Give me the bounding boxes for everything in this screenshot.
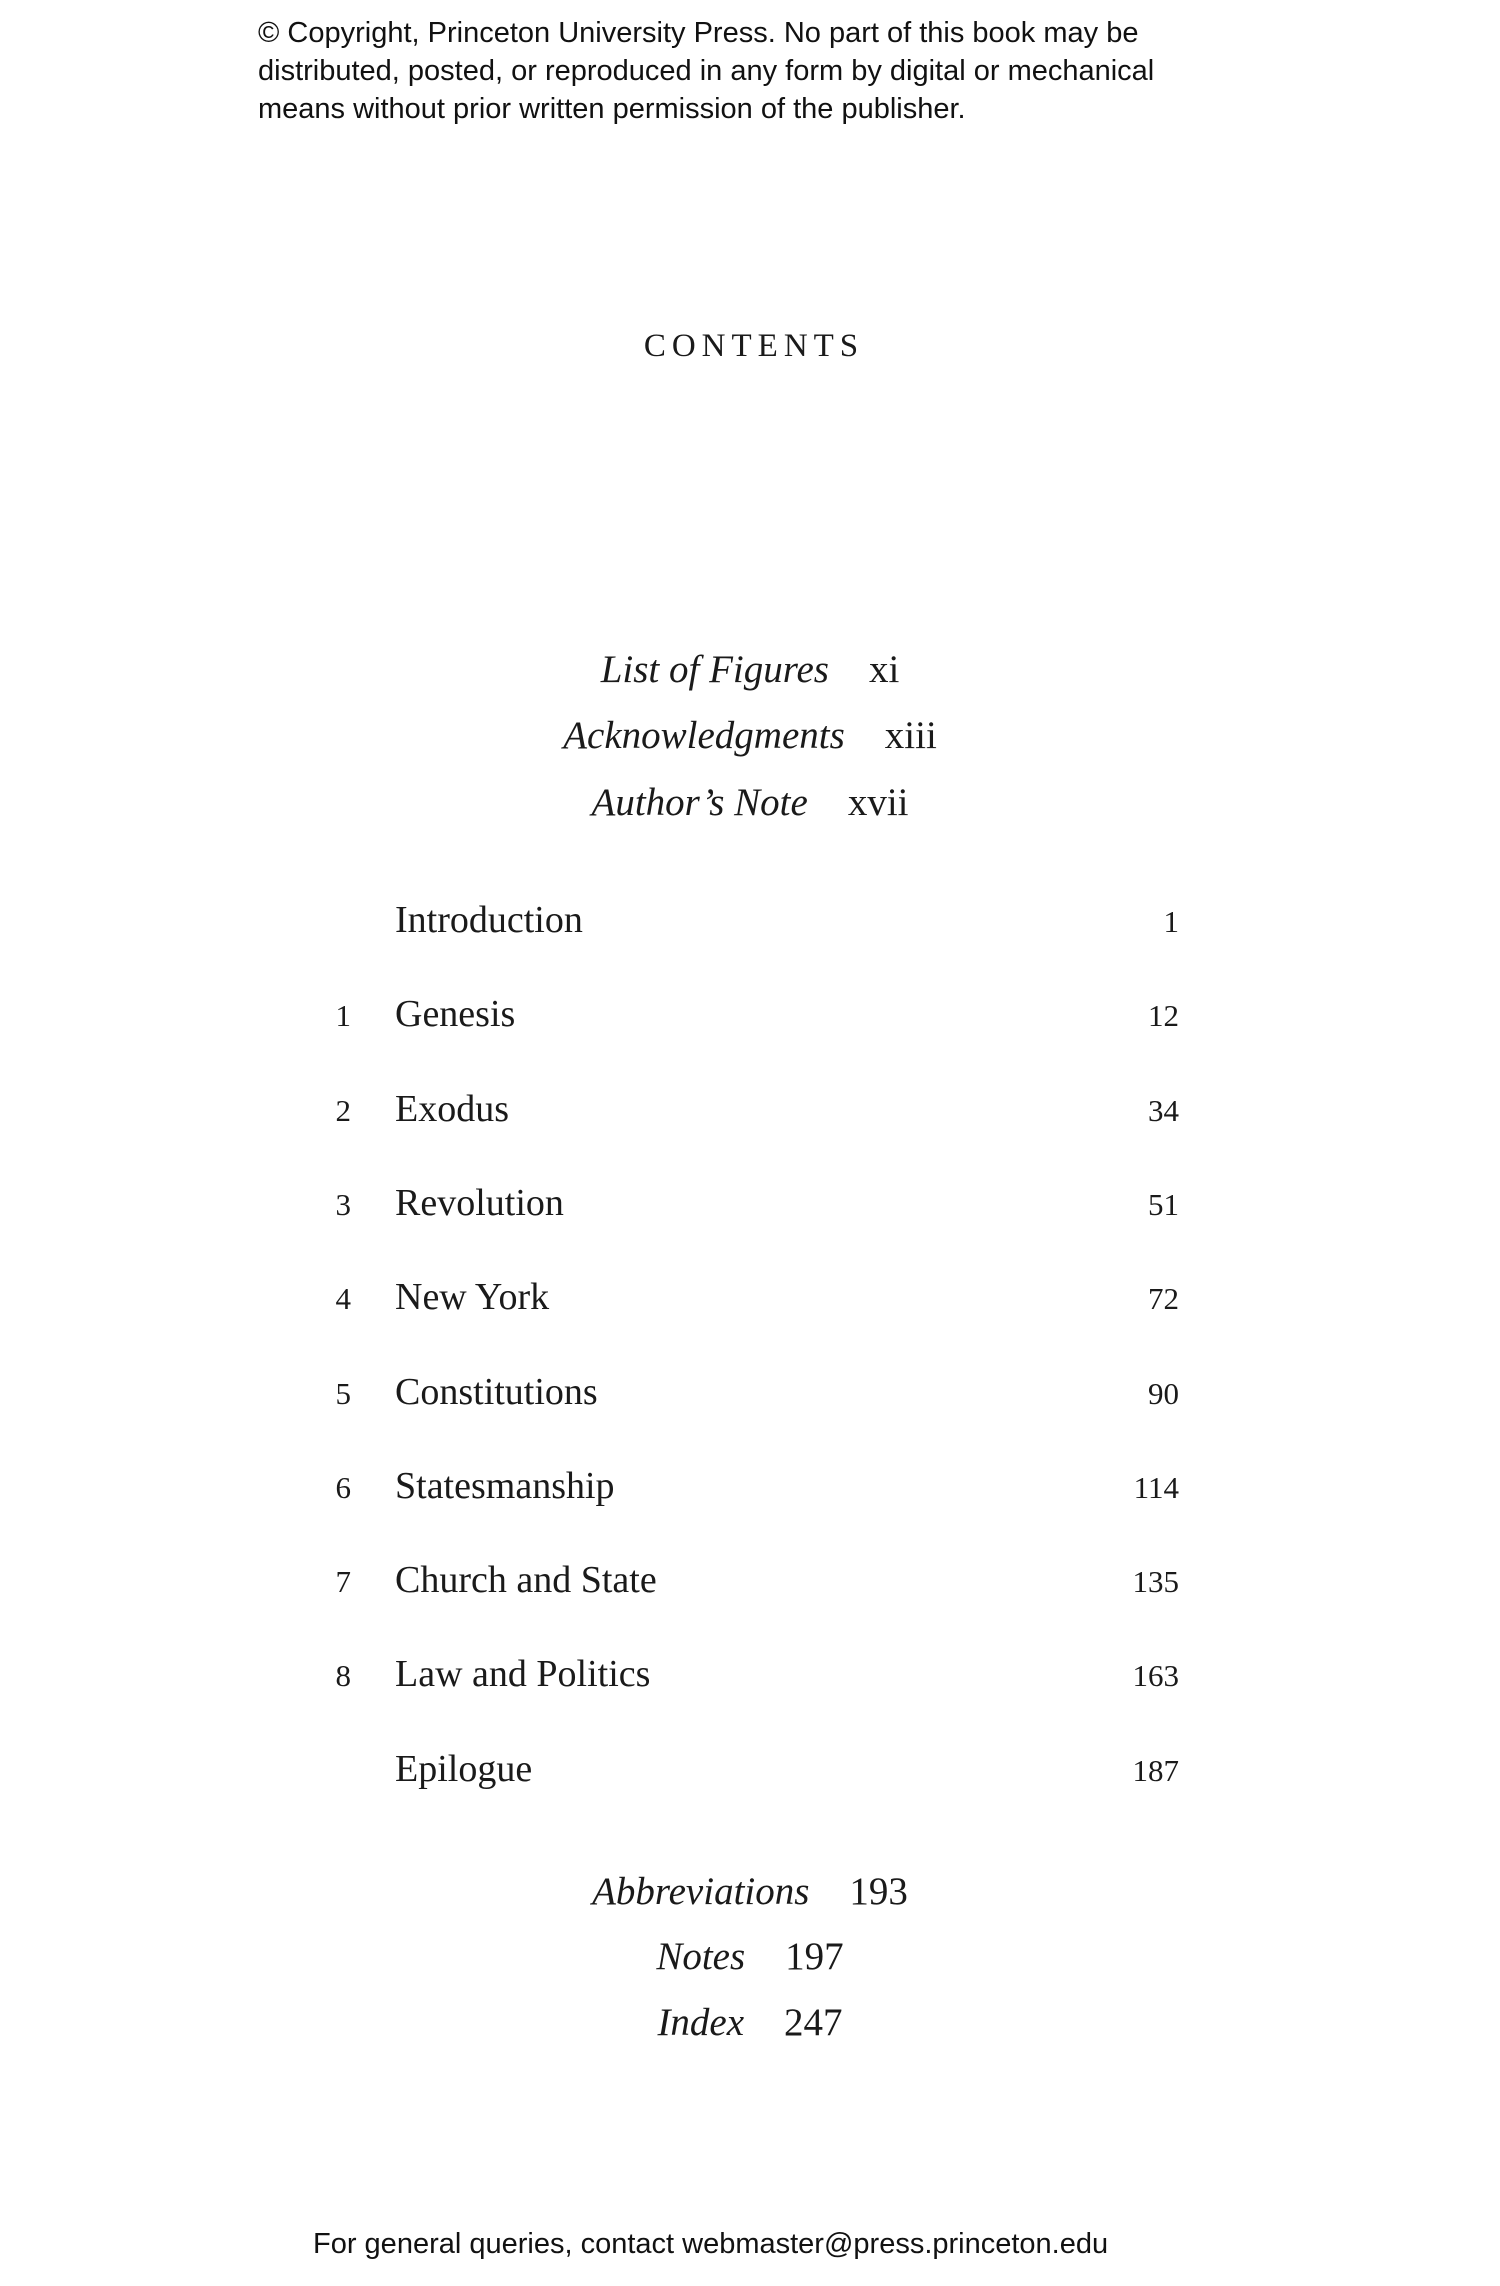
- chapter-title: Law and Politics: [395, 1653, 651, 1696]
- toc-front-item[interactable]: [0, 713, 1500, 758]
- chapter-page: 90: [1148, 1375, 1179, 1411]
- chapter-page: 72: [1148, 1281, 1179, 1317]
- toc-chapter-row[interactable]: [0, 1652, 1500, 1702]
- toc-chapter-row[interactable]: [0, 992, 1500, 1042]
- toc-label: Index: [657, 2001, 745, 2044]
- chapter-page: 163: [1132, 1658, 1179, 1694]
- toc-page: xi: [868, 648, 900, 691]
- chapter-page: 187: [1132, 1752, 1179, 1788]
- toc-label: List of Figures: [600, 648, 829, 691]
- chapter-number: 4: [335, 1281, 351, 1317]
- toc-chapter-row[interactable]: [0, 1087, 1500, 1137]
- chapter-title: New York: [395, 1276, 550, 1319]
- chapter-page: 135: [1132, 1564, 1179, 1600]
- chapter-title: Epilogue: [395, 1747, 533, 1790]
- chapter-number: 3: [335, 1186, 351, 1222]
- chapter-number: 1: [335, 998, 351, 1034]
- chapter-title: Church and State: [395, 1559, 657, 1602]
- chapter-number: 2: [335, 1092, 351, 1128]
- toc-front-item[interactable]: [0, 647, 1500, 692]
- toc-label: Abbreviations: [592, 1870, 810, 1913]
- copyright-line: distributed, posted, or reproduced in any form by digital or mechanical: [258, 55, 1155, 87]
- chapter-title: Exodus: [395, 1087, 509, 1130]
- chapter-page: 34: [1148, 1092, 1179, 1128]
- toc-back-item[interactable]: [0, 1934, 1500, 1979]
- chapter-page: 114: [1133, 1469, 1179, 1505]
- page-title: CONTENTS: [643, 328, 865, 364]
- chapter-number: 7: [335, 1564, 351, 1600]
- chapter-page: 1: [1163, 904, 1179, 939]
- toc-label: Author’s Note: [591, 781, 808, 824]
- toc-chapter-row[interactable]: [0, 1747, 1500, 1797]
- toc-label: Acknowledgments: [563, 714, 845, 757]
- chapter-page: 12: [1148, 998, 1179, 1034]
- toc-label: Notes: [656, 1935, 746, 1978]
- toc-chapter-row[interactable]: [0, 898, 1500, 948]
- copyright-line: © Copyright, Princeton University Press. No part of this book may be: [258, 17, 1139, 49]
- toc-chapter-row[interactable]: [0, 1275, 1500, 1325]
- toc-page: 193: [849, 1870, 908, 1913]
- chapter-number: 8: [335, 1658, 351, 1694]
- toc-back-item[interactable]: [0, 2000, 1500, 2045]
- footer-contact: For general queries, contact webmaster@press.princeton.edu: [313, 2228, 1109, 2260]
- chapter-page: 51: [1148, 1186, 1179, 1222]
- toc-page: xiii: [884, 714, 937, 757]
- toc-page: xvii: [847, 781, 909, 824]
- toc-chapter-row[interactable]: [0, 1370, 1500, 1420]
- toc-chapter-row[interactable]: [0, 1558, 1500, 1608]
- chapter-title: Constitutions: [395, 1370, 598, 1413]
- toc-back-item[interactable]: [0, 1869, 1500, 1914]
- toc-front-item[interactable]: [0, 780, 1500, 825]
- chapter-number: 5: [335, 1375, 351, 1411]
- copyright-line: means without prior written permission of the publisher.: [258, 93, 966, 125]
- chapter-title: Introduction: [395, 899, 583, 941]
- chapter-title: Revolution: [395, 1181, 564, 1224]
- chapter-title: Genesis: [395, 993, 516, 1036]
- toc-chapter-row[interactable]: [0, 1181, 1500, 1231]
- chapter-number: 6: [335, 1469, 351, 1505]
- toc-chapter-row[interactable]: [0, 1464, 1500, 1514]
- toc-page: 247: [784, 2001, 843, 2044]
- chapter-title: Statesmanship: [395, 1464, 615, 1507]
- toc-page: 197: [785, 1935, 844, 1978]
- copyright-notice: [258, 14, 1154, 128]
